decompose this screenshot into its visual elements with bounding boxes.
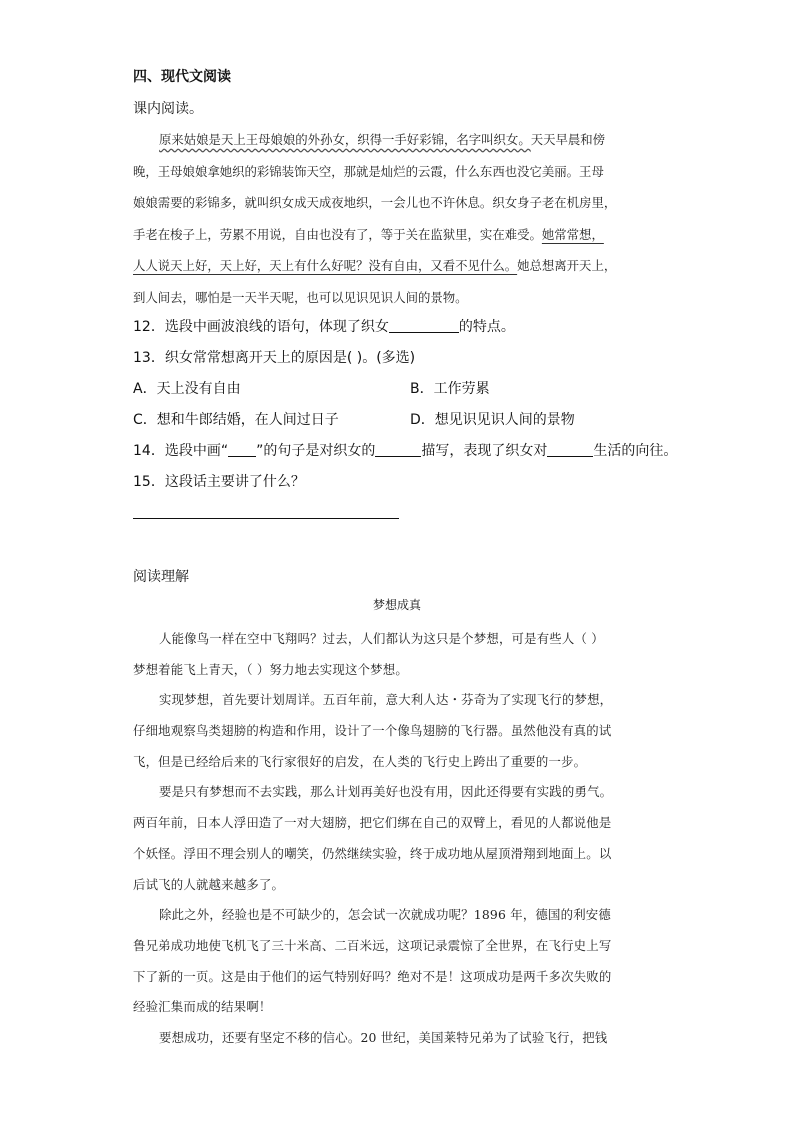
option-a[interactable]: A．天上没有自由	[133, 381, 241, 397]
passage-line: 经验汇集而成的结果啊！	[133, 999, 272, 1015]
question-14: 14．选段中画“ ”的句子是对织女的 描写，表现了织女对 生活的向往。	[133, 443, 678, 459]
section-title: 四、现代文阅读	[133, 69, 231, 85]
question-13: 13．织女常常想离开天上的原因是( )。(多选)	[133, 350, 416, 366]
answer-line[interactable]	[133, 518, 399, 519]
passage-line: 原来姑娘是天上王母娘娘的外孙女，织得一手好彩锦，名字叫织女。天天早晨和傍	[159, 132, 606, 147]
passage-dream-come-true	[133, 624, 665, 1054]
underlined-text: 人人说天上好，天上好，天上有什么好呢？没有自由，又看不见什么。	[133, 258, 518, 273]
question-13-options-row	[133, 405, 663, 436]
subheading-in-class-reading: 课内阅读。	[133, 101, 203, 117]
passage-line: 后试飞的人就越来越多了。	[133, 876, 285, 892]
passage-line: 娘娘需要的彩锦多，就叫织女成天成夜地织，一会儿也不许休息。织女身子老在机房里，	[133, 195, 617, 210]
wavy-underlined-text: 原来姑娘是天上王母娘娘的外孙女，织得一手好彩锦，名字叫织女。	[159, 132, 531, 147]
passage-line: 要想成功，还要有坚定不移的信心。20 世纪，美国莱特兄弟为了试验飞行，把钱	[159, 1029, 608, 1045]
answer-blank[interactable]	[375, 442, 421, 457]
question-15: 15．这段话主要讲了什么？	[133, 474, 305, 490]
passage-line: 梦想着能飞上青天，（ ）努力地去实现这个梦想。	[133, 661, 408, 677]
passage-line: 除此之外，经验也是不可缺少的，怎会试一次就成功呢？1896 年，德国的利安德	[159, 907, 611, 923]
passage-line: 仔细地观察鸟类翅膀的构造和作用，设计了一个像鸟翅膀的飞行器。虽然他没有真的试	[133, 723, 612, 739]
subheading-reading-comprehension: 阅读理解	[133, 569, 189, 585]
passage-line: 实现梦想，首先要计划周详。五百年前，意大利人达・芬奇为了实现飞行的梦想，	[159, 692, 613, 708]
question-13-options-row	[133, 374, 663, 405]
underline-sample	[228, 442, 256, 457]
passage-line: 晚，王母娘娘拿她织的彩锦装饰天空，那就是灿烂的云霞，什么东西也没它美丽。王母	[133, 163, 604, 179]
option-d[interactable]: D．想见识见识人间的景物	[410, 412, 575, 428]
passage-line: 飞，但是已经给后来的飞行家很好的启发，在人类的飞行史上跨出了重要的一步。	[133, 753, 587, 769]
underlined-text: 她常常想，	[541, 226, 604, 242]
passage-line: 要是只有梦想而不去实践，那么计划再美好也没有用，因此还得要有实践的勇气。	[159, 784, 613, 800]
question-12: 12．选段中画波浪线的语句，体现了织女 的特点。	[133, 319, 515, 335]
passage-line: 到人间去，哪怕是一天半天呢，也可以见识见识人间的景物。	[133, 289, 468, 305]
passage-line: 人能像鸟一样在空中飞翔吗？过去，人们都认为这只是个梦想，可是有些人（ ）	[159, 631, 604, 646]
passage-line: 下了新的一页。这是由于他们的运气特别好吗？绝对不是！这项成功是两千多次失败的	[133, 968, 612, 984]
answer-blank[interactable]	[389, 318, 459, 333]
option-b[interactable]: B．工作劳累	[410, 381, 490, 397]
passage-weaver-girl	[133, 124, 663, 313]
answer-blank[interactable]	[547, 442, 593, 457]
question-list	[133, 312, 678, 498]
passage-line: 两百年前，日本人浮田造了一对大翅膀，把它们绑在自己的双臂上，看见的人都说他是	[133, 815, 612, 831]
option-c[interactable]: C．想和牛郎结婚，在人间过日子	[133, 412, 339, 428]
story-title: 梦想成真	[372, 598, 421, 612]
passage-line: 手老在梭子上，劳累不用说，自由也没有了，等于关在监狱里，实在难受。她常常想，	[133, 226, 604, 242]
passage-line: 个妖怪。浮田不理会别人的嘲笑，仍然继续实验，终于成功地从屋顶滑翔到地面上。以	[133, 845, 612, 861]
passage-line: 鲁兄弟成功地使飞机飞了三十米高、二百米远，这项记录震惊了全世界，在飞行史上写	[133, 937, 612, 953]
passage-line: 人人说天上好，天上好，天上有什么好呢？没有自由，又看不见什么。她总想离开天上，	[133, 258, 617, 273]
